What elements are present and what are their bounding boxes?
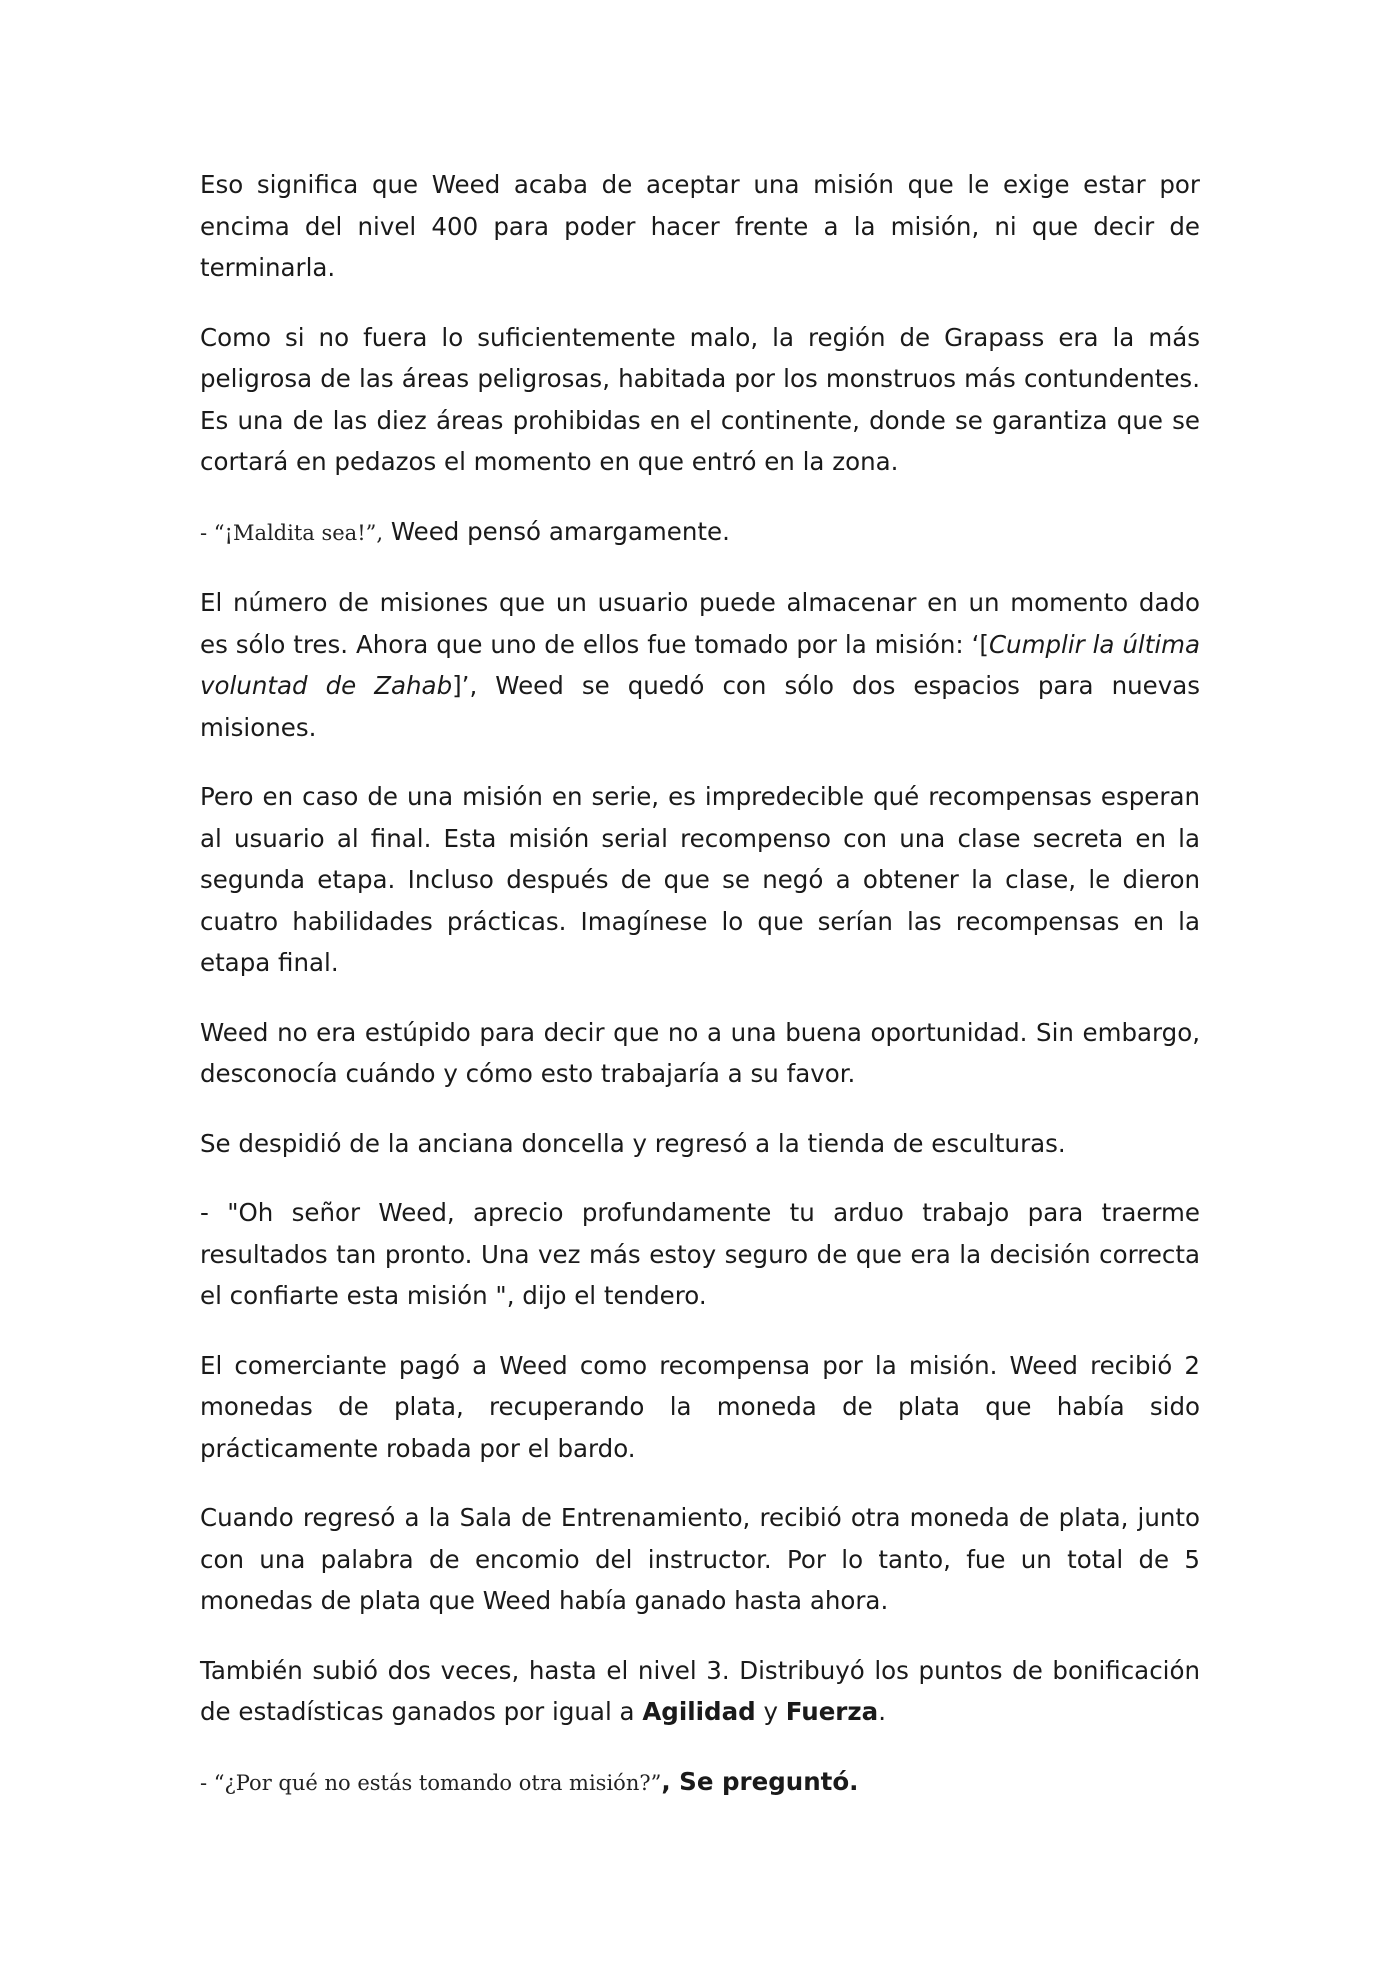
paragraph-3 [200, 511, 1200, 555]
dialogue-quote-mision: - “¿Por qué no estás tomando otra misión?” [200, 1770, 662, 1795]
paragraph-10-text: Cuando regresó a la Sala de Entrenamiento, recibió otra moneda de plata, junto con una palabra de encomio del instructor. Por lo tanto, fue un total de 5 monedas de plata que Weed había ganado hasta ahora. [200, 1503, 1200, 1615]
paragraph-7-text: Se despidió de la anciana doncella y regresó a la tienda de esculturas. [200, 1128, 1066, 1158]
paragraph-7 [200, 1123, 1200, 1165]
paragraph-3-text: Weed pensó amargamente. [383, 516, 730, 546]
paragraph-6-text: Weed no era estúpido para decir que no a una buena oportunidad. Sin embargo, desconocía cuándo y cómo esto trabajaría a su favor. [200, 1017, 1200, 1088]
paragraph-11-text-end: . [878, 1697, 886, 1726]
paragraph-6 [200, 1012, 1200, 1095]
paragraph-12-text: , Se preguntó. [661, 1766, 859, 1796]
paragraph-1-text: Eso significa que Weed acaba de aceptar una misión que le exige estar por encima del nivel 400 para poder hacer frente a la misión, ni que decir de terminarla. [200, 170, 1200, 282]
paragraph-2 [200, 317, 1200, 483]
paragraph-11-text-a: También subió dos veces, hasta el nivel 3. Distribuyó los puntos de bonificación de estadísticas ganados por igual a [200, 1655, 1200, 1726]
paragraph-2-text: Como si no fuera lo suficientemente malo, la región de Grapass era la más peligrosa de las áreas peligrosas, habitada por los monstruos más contundentes. Es una de las diez áreas prohibidas en el continente, donde se garantiza que se cortará en pedazos el momento en que entró en la zona. [200, 322, 1200, 476]
paragraph-12 [200, 1761, 1200, 1805]
stat-agility: Agilidad [642, 1697, 756, 1726]
paragraph-9 [200, 1345, 1200, 1470]
paragraph-5-text: Pero en caso de una misión en serie, es impredecible qué recompensas esperan al usuario al final. Esta misión serial recompenso con una clase secreta en la segunda etapa. Incluso después de que se negó a obtener la clase, le dieron cuatro habilidades prácticas. Imagínese lo que serían las recompensas en la etapa final. [200, 782, 1200, 977]
paragraph-8 [200, 1192, 1200, 1317]
paragraph-11-text-mid: y [755, 1697, 786, 1726]
paragraph-4-text-b: ]’, Weed se quedó con sólo dos espacios para nuevas misiones. [200, 671, 1200, 742]
paragraph-5 [200, 776, 1200, 984]
paragraph-9-text: El comerciante pagó a Weed como recompensa por la misión. Weed recibió 2 monedas de plata, recuperando la moneda de plata que había sido prácticamente robada por el bardo. [200, 1350, 1200, 1463]
paragraph-8-text: - "Oh señor Weed, aprecio profundamente tu arduo trabajo para traerme resultados tan pronto. Una vez más estoy seguro de que era la decisión correcta el confiarte esta misión ", dijo el tendero. [200, 1198, 1200, 1310]
document-body [200, 164, 1200, 1832]
paragraph-4-text-a: El número de misiones que un usuario puede almacenar en un momento dado es sólo tres. Ahora que uno de ellos fue tomado por la misión: ‘[ [200, 588, 1200, 659]
mission-title: Cumplir la última voluntad de Zahab [200, 629, 1201, 700]
stat-strength: Fuerza [785, 1697, 879, 1726]
paragraph-10 [200, 1497, 1200, 1622]
paragraph-4 [200, 582, 1200, 748]
paragraph-1 [200, 164, 1200, 289]
paragraph-11 [200, 1650, 1200, 1733]
dialogue-quote-maldita: - “¡Maldita sea!”, [200, 520, 384, 545]
